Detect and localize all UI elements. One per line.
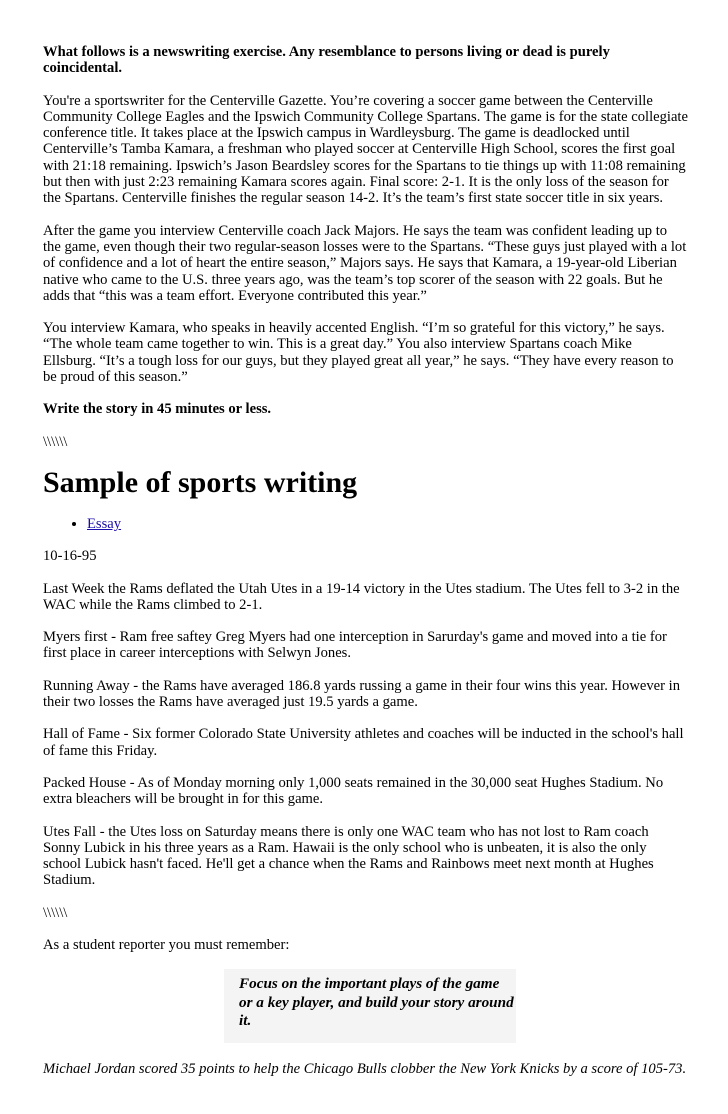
example-sentence: Michael Jordan scored 35 points to help the Chicago Bulls clobber the New York Knicks by a score of 105-73. [43,1061,687,1078]
callout-container [43,969,688,1043]
exercise-paragraph-1: You're a sportswriter for the Centerville Gazette. You’re covering a soccer game between the Centerville Community College Eagles and the Ipswich Community College Spartans. The game is for the state collegiate conference title. It takes place at the Ipswich campus in Wardleysburg. The game is deadlocked until Centerville’s Tamba Kamara, a freshman who played soccer at Centerville High School, scores the first goal with 21:18 remaining. Ipswich’s Jason Beardsley scores for the Spartans to tie things up with 11:08 remaining but then with just 2:23 remaining Kamara scores again. Final score: 2-1. It is the only loss of the season for the Spartans. Centerville finishes the regular season 14-2. It’s the team’s first state soccer title in six years. [43,92,688,207]
document-page [43,44,688,1094]
reminder-text: As a student reporter you must remember: [43,936,290,953]
tag-list-item [87,516,688,532]
callout-box: Focus on the important plays of the game or a key player, and build your story around it. [224,969,516,1043]
essay-link[interactable]: Essay [87,515,122,532]
sample-paragraph-3: Running Away - the Rams have averaged 186.8 yards russing a game in their four wins this year. However in their two losses the Rams have averaged just 19.5 yards a game. [43,677,680,711]
exercise-paragraph-2: After the game you interview Centerville coach Jack Majors. He says the team was confident leading up to the game, even though their two regular-season losses were to the Spartans. “These guys just played with a lot of confidence and a lot of heart the entire season,” Majors says. He says that Kamara, a 19-year-old Liberian native who came to the U.S. three years ago, was the team’s top scorer of the season with 22 goals. But he adds that “this was a team effort. Everyone contributed this year.” [43,222,687,304]
separator: \\\\\\ [43,433,68,450]
separator: \\\\\\ [43,904,68,921]
exercise-intro: What follows is a newswriting exercise. Any resemblance to persons living or dead is purely coincidental. [43,44,610,77]
tag-list [43,516,688,532]
date-line: 10-16-95 [43,548,97,565]
sample-paragraph-4: Hall of Fame - Six former Colorado State University athletes and coaches will be inducted in the school's hall of fame this Friday. [43,726,684,759]
sample-paragraph-2: Myers first - Ram free saftey Greg Myers had one interception in Sarurday's game and moved into a tie for first place in career interceptions with Selwyn Jones. [43,629,667,662]
page-heading: Sample of sports writing [43,465,358,499]
sample-paragraph-6: Utes Fall - the Utes loss on Saturday means there is only one WAC team who has not lost to Ram coach Sonny Lubick in his three years as a Ram. Hawaii is the only school who is unbeaten, it is also the only school Lubick hasn't faced. He'll get a chance when the Rams and Rainbows meet next month at Hughes Stadium. [43,823,654,889]
exercise-instruction: Write the story in 45 minutes or less. [43,401,272,418]
sample-paragraph-5: Packed House - As of Monday morning only 1,000 seats remained in the 30,000 seat Hughes Stadium. No extra bleachers will be brought in for this game. [43,774,664,808]
sample-paragraph-1: Last Week the Rams deflated the Utah Utes in a 19-14 victory in the Utes stadium. The Utes fell to 3-2 in the WAC while the Rams climbed to 2-1. [43,580,680,613]
exercise-paragraph-3: You interview Kamara, who speaks in heavily accented English. “I’m so grateful for this victory,” he says. “The whole team came together to win. This is a great day.” You also interview Spartans coach Mike Ellsburg. “It’s a tough loss for our guys, but they played great all year,” he says. “They have every reason to be proud of this season.” [43,320,674,386]
